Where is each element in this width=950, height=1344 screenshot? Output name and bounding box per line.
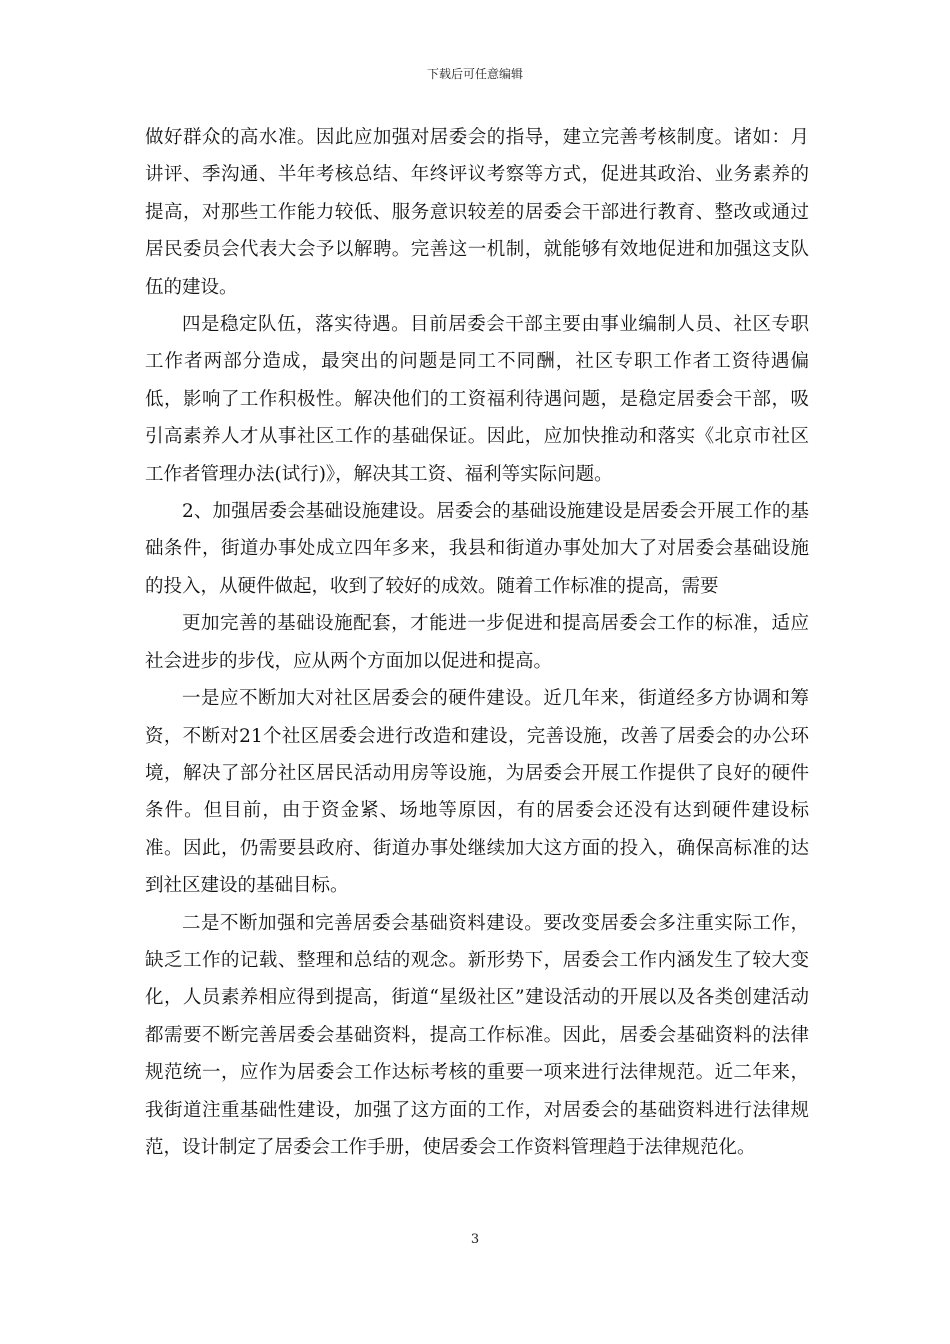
page-header: 下载后可任意编辑	[426, 67, 523, 81]
paragraph-continuation: 做好群众的高水准。因此应加强对居委会的指导，建立完善考核制度。诸如：月讲评、季沟通、半年考核总结、年终评议考察等方式，促进其政治、业务素养的提高，对那些工作能力较低、服务意识较差的居委会干部进行教育、整改或通过居民委员会代表大会予以解聘。完善这一机制，就能够有效地促进和加强这支队伍的建设。	[145, 127, 809, 298]
paragraph-basic-records: 二是不断加强和完善居委会基础资料建设。要改变居委会多注重实际工作，缺乏工作的记载、整理和总结的观念。新形势下，居委会工作内涵发生了较大变化，人员素养相应得到提高，街道“星级社区”建设活动的开展以及各类创建活动都需要不断完善居委会基础资料，提高工作标准。因此，居委会基础资料的法律规范统一，应作为居委会工作达标考核的重要一项来进行法律规范。近二年来，我街道注重基础性建设，加强了这方面的工作，对居委会的基础资料进行法律规范，设计制定了居委会工作手册，使居委会工作资料管理趋于法律规范化。	[145, 912, 809, 1158]
paragraph-stabilize-team: 四是稳定队伍，落实待遇。目前居委会干部主要由事业编制人员、社区专职工作者两部分造成，最突出的问题是同工不同酬，社区专职工作者工资待遇偏低，影响了工作积极性。解决他们的工资福利待遇问题，是稳定居委会干部，吸引高素养人才从事社区工作的基础保证。因此，应加快推动和落实《北京市社区工作者管理办法(试行)》，解决其工资、福利等实际问题。	[145, 314, 809, 485]
page-number: 3	[470, 1232, 480, 1247]
paragraph-hardware-construction: 一是应不断加大对社区居委会的硬件建设。近几年来，街道经多方协调和筹资，不断对21个社区居委会进行改造和建设，完善设施，改善了居委会的办公环境，解决了部分社区居民活动用房等设施，为居委会开展工作提供了良好的硬件条件。但目前，由于资金紧、场地等原因，有的居委会还没有达到硬件建设标准。因此，仍需要县政府、街道办事处继续加大这方面的投入，确保高标准的达到社区建设的基础目标。	[145, 688, 809, 897]
paragraph-infrastructure-continued: 更加完善的基础设施配套，才能进一步促进和提高居委会工作的标准，适应社会进步的步伐，应从两个方面加以促进和提高。	[145, 613, 809, 672]
paragraph-infrastructure: 2、加强居委会基础设施建设。居委会的基础设施建设是居委会开展工作的基础条件，街道办事处成立四年多来，我县和街道办事处加大了对居委会基础设施的投入，从硬件做起，收到了较好的成效。随着工作标准的提高，需要	[145, 501, 809, 597]
document-body	[145, 119, 809, 1166]
